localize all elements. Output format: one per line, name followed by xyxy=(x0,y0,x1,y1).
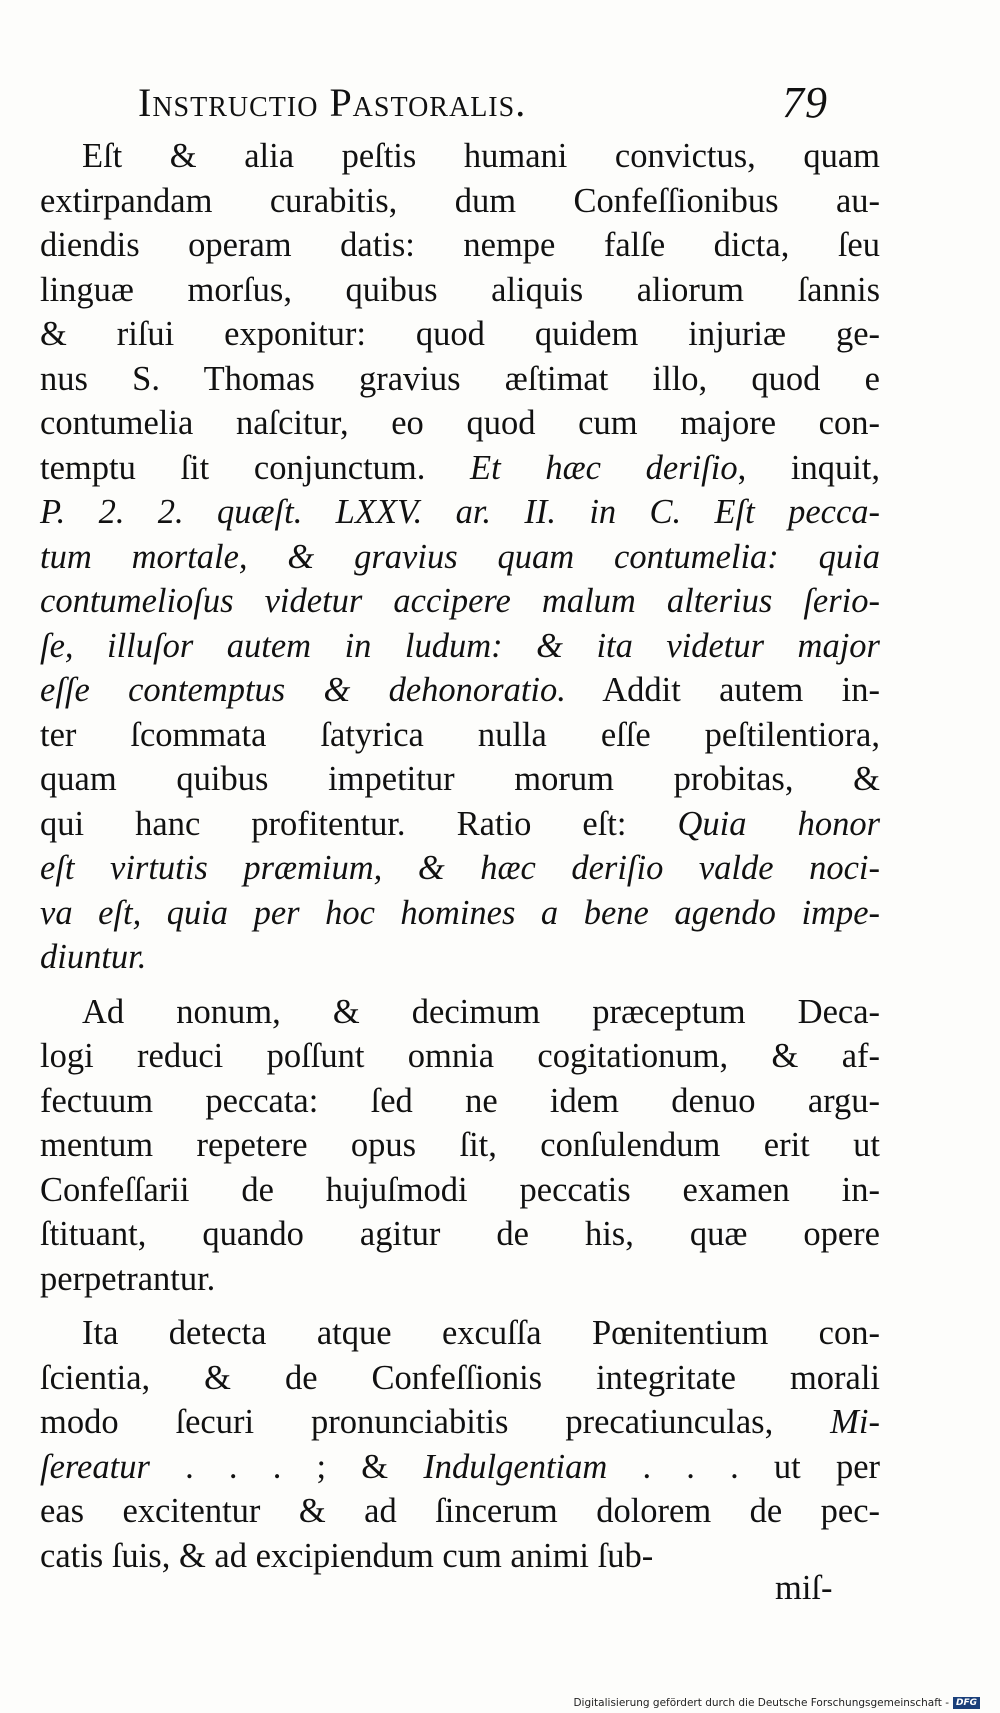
text-line xyxy=(40,357,880,402)
roman-run: extirpandam curabitis, dum Confeſſionibus au- xyxy=(40,181,880,220)
text-line xyxy=(40,802,880,847)
roman-run: contumelia naſcitur, eo quod cum majore con- xyxy=(40,404,880,442)
roman-run: logi reduci poſſunt omnia cogitationum, & af- xyxy=(40,1037,880,1075)
dfg-logo: DFG xyxy=(953,1697,980,1709)
text-line xyxy=(40,990,880,1035)
italic-run: ſereatur xyxy=(40,1447,150,1486)
body-text xyxy=(40,134,880,1578)
roman-run: ter ſcommata ſatyrica nulla eſſe peſtilentiora, xyxy=(40,715,880,754)
roman-run: & riſui exponitur: quod quidem injuriæ ge- xyxy=(40,315,880,353)
italic-run: eſt virtutis præmium, & hæc deriſio valde noci- xyxy=(40,849,880,887)
text-line xyxy=(40,446,880,491)
running-title: Instructio Pastoralis. xyxy=(138,80,527,125)
italic-run: eſſe contemptus & dehonoratio. xyxy=(40,671,566,709)
text-line xyxy=(40,1034,880,1079)
roman-run: quam quibus impetitur morum probitas, & xyxy=(40,760,880,798)
roman-run: perpetrantur. xyxy=(40,1259,216,1298)
text-line xyxy=(40,624,880,669)
text-line xyxy=(40,935,880,980)
text-line xyxy=(40,1079,880,1124)
roman-run: . . . ut per xyxy=(607,1447,881,1486)
text-line xyxy=(40,490,880,535)
text-line xyxy=(40,401,880,446)
roman-run: Confeſſarii de hujuſmodi peccatis examen in- xyxy=(40,1170,880,1209)
roman-run: qui hanc profitentur. Ratio eſt: xyxy=(40,804,678,843)
text-line xyxy=(40,1400,880,1445)
text-line xyxy=(40,1445,880,1490)
text-line xyxy=(40,1356,880,1401)
roman-run: linguæ morſus, quibus aliquis aliorum ſannis xyxy=(40,270,880,309)
paragraph-gap xyxy=(40,1301,880,1311)
page-number: 79 xyxy=(782,78,828,127)
italic-run: ſe, illuſor autem in ludum: & ita videtur major xyxy=(40,626,880,665)
text-line xyxy=(40,579,880,624)
italic-run: tum mortale, & gravius quam contumelia: quia xyxy=(40,537,880,576)
italic-run: Mi- xyxy=(830,1403,880,1441)
text-line xyxy=(40,1123,880,1168)
text-line xyxy=(40,1489,880,1534)
paragraph xyxy=(40,990,880,1302)
text-line xyxy=(40,134,880,179)
text-line xyxy=(40,535,880,580)
roman-run: Ad nonum, & decimum præceptum Deca- xyxy=(82,992,880,1031)
paragraph xyxy=(40,1311,880,1578)
text-line xyxy=(40,713,880,758)
roman-run: eas excitentur & ad ſincerum dolorem de pec- xyxy=(40,1492,880,1530)
text-line xyxy=(40,1534,880,1579)
text-line xyxy=(40,1212,880,1257)
roman-run: Eſt & alia peſtis humani convictus, quam xyxy=(82,137,880,175)
text-line xyxy=(40,891,880,936)
running-head xyxy=(138,76,828,130)
text-line xyxy=(40,1168,880,1213)
italic-run: va eſt, quia per hoc homines a bene agendo impe- xyxy=(40,893,880,932)
italic-run: Indulgentiam xyxy=(423,1447,608,1486)
italic-run: P. 2. 2. quæſt. LXXV. ar. II. in C. Eſt pecca- xyxy=(40,493,880,531)
paragraph-gap xyxy=(40,980,880,990)
roman-run: temptu ſit conjunctum. xyxy=(40,448,471,487)
roman-run: Ita detecta atque excuſſa Pœnitentium con- xyxy=(82,1314,880,1352)
text-line xyxy=(40,312,880,357)
roman-run: mentum repetere opus ſit, conſulendum erit ut xyxy=(40,1126,880,1164)
text-line xyxy=(40,668,880,713)
roman-run: catis ſuis, & ad excipiendum cum animi ſub- xyxy=(40,1536,654,1575)
roman-run: . . . ; & xyxy=(149,1447,424,1486)
roman-run: diendis operam datis: nempe falſe dicta, ſeu xyxy=(40,226,880,264)
italic-run: Et hæc deriſio xyxy=(470,448,738,487)
text-line xyxy=(40,757,880,802)
italic-run: diuntur. xyxy=(40,938,147,976)
roman-run: modo ſecuri pronunciabitis precatiunculas, xyxy=(40,1403,831,1441)
text-line xyxy=(40,846,880,891)
roman-run: nus S. Thomas gravius æſtimat illo, quod e xyxy=(40,359,880,398)
roman-run: , inquit, xyxy=(737,448,880,487)
catchword: miſ- xyxy=(775,1569,833,1607)
footer-credit xyxy=(573,1697,980,1709)
text-line xyxy=(40,1311,880,1356)
text-line xyxy=(40,179,880,224)
text-line xyxy=(40,1257,880,1302)
paragraph xyxy=(40,134,880,980)
italic-run: Quia honor xyxy=(677,804,880,843)
text-line xyxy=(40,268,880,313)
italic-run: contumelioſus videtur accipere malum alterius ſerio- xyxy=(40,582,880,620)
roman-run: fectuum peccata: ſed ne idem denuo argu- xyxy=(40,1081,880,1120)
roman-run: Addit autem in- xyxy=(565,671,880,709)
roman-run: ſcientia, & de Confeſſionis integritate morali xyxy=(40,1358,880,1397)
digitization-credit: Digitalisierung gefördert durch die Deutsche Forschungsgemeinschaft - xyxy=(573,1697,949,1709)
text-line xyxy=(40,223,880,268)
roman-run: ſtituant, quando agitur de his, quæ opere xyxy=(40,1215,880,1253)
